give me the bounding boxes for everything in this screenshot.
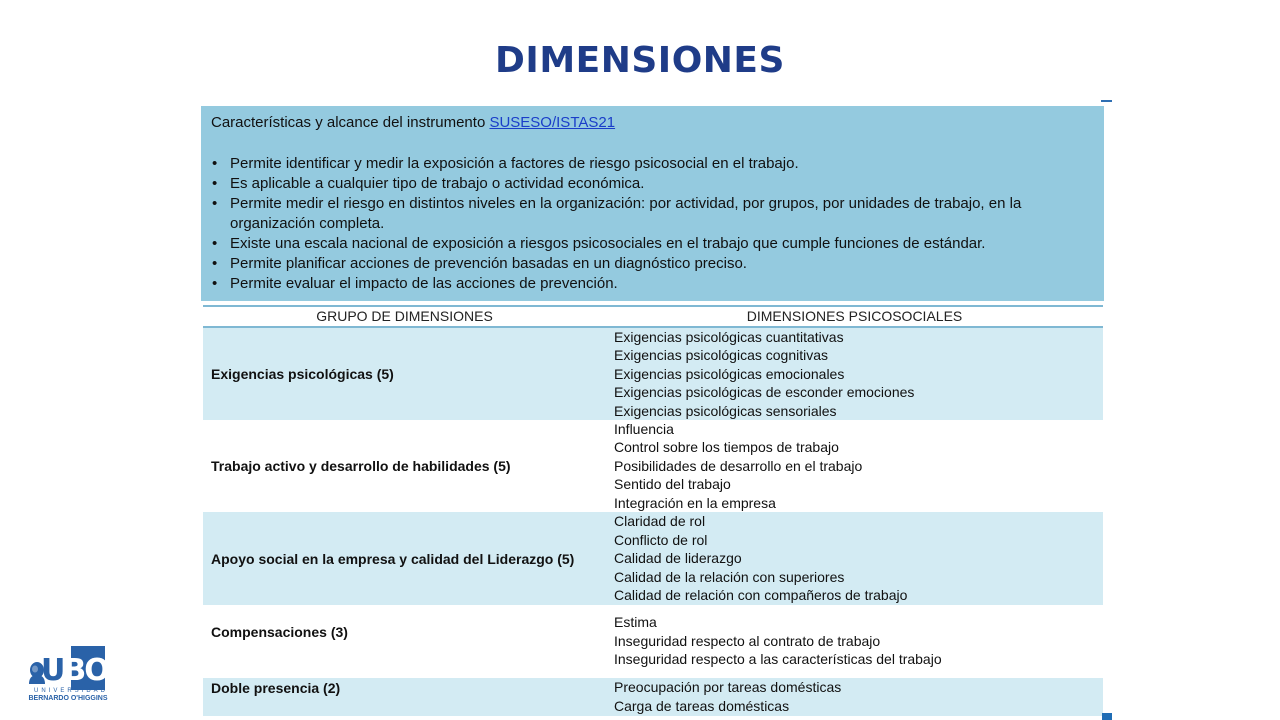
info-bullet: • Permite evaluar el impacto de las acciones de prevención. xyxy=(211,274,1094,294)
group-cell: Apoyo social en la empresa y calidad del Liderazgo (5) xyxy=(211,550,575,567)
logo-name: BERNARDO O'HIGGINS xyxy=(28,695,108,702)
slide-title: DIMENSIONES xyxy=(495,40,785,81)
dimension-item: Conflicto de rol xyxy=(614,531,708,548)
info-bullet: • Permite medir el riesgo en distintos niveles en la organización: por actividad, por grupos, por unidades de trabajo, en la organización completa. xyxy=(211,194,1094,234)
dimension-item: Influencia xyxy=(614,420,674,437)
dimension-item: Carga de tareas domésticas xyxy=(614,697,790,714)
suseso-istas21-link[interactable]: SUSESO/ISTAS21 xyxy=(489,114,616,131)
header-dimensions: DIMENSIONES PSICOSOCIALES xyxy=(746,308,963,324)
info-heading-text: Características y alcance del instrumento xyxy=(211,114,490,131)
dimensions-cell xyxy=(606,678,1103,716)
group-cell: Trabajo activo y desarrollo de habilidades (5) xyxy=(211,458,511,474)
logo-letter-u: U xyxy=(41,653,64,688)
dimensions-cell xyxy=(606,328,1103,420)
table-row xyxy=(203,512,1103,605)
dimension-item: Exigencias psicológicas cognitivas xyxy=(614,347,828,364)
dimension-item: Claridad de rol xyxy=(614,513,706,530)
info-bullet: • Permite identificar y medir la exposición a factores de riesgo psicosocial en el trabajo. xyxy=(211,154,1094,174)
dimension-item: Exigencias psicológicas de esconder emociones xyxy=(614,384,915,401)
info-bullet: • Es aplicable a cualquier tipo de trabajo o actividad económica. xyxy=(211,174,1094,194)
dimension-item: Sentido del trabajo xyxy=(614,476,731,493)
logo-subtitle: UNIVERSIDAD xyxy=(33,688,108,694)
info-bullet: • Existe una escala nacional de exposición a riesgos psicosociales en el trabajo que cumple funciones de estándar. xyxy=(211,234,1094,254)
group-cell: Doble presencia (2) xyxy=(211,680,341,696)
dimension-item: Posibilidades de desarrollo en el trabajo xyxy=(614,457,863,474)
dimension-item: Exigencias psicológicas cuantitativas xyxy=(614,328,844,345)
dimension-item: Integración en la empresa xyxy=(614,494,776,511)
dimension-item: Inseguridad respecto a las características del trabajo xyxy=(614,651,942,667)
ubo-logo xyxy=(27,646,109,704)
info-heading xyxy=(211,113,1094,133)
instrument-info-box xyxy=(201,106,1104,301)
group-cell: Compensaciones (3) xyxy=(211,624,348,640)
dimensions-cell xyxy=(606,420,1103,512)
dimension-item: Calidad de la relación con superiores xyxy=(614,568,845,585)
dimension-item: Exigencias psicológicas emocionales xyxy=(614,365,845,382)
dimension-item: Calidad de liderazgo xyxy=(614,550,742,567)
dimension-item: Estima xyxy=(614,614,657,630)
logo-letters-bo: BO xyxy=(63,653,108,688)
dimensions-cell xyxy=(606,605,1103,678)
table-row xyxy=(203,328,1103,420)
group-cell: Exigencias psicológicas (5) xyxy=(211,366,394,382)
dimension-item: Exigencias psicológicas sensoriales xyxy=(614,402,837,419)
dimension-item: Inseguridad respecto al contrato de trabajo xyxy=(614,632,881,649)
dimension-item: Control sobre los tiempos de trabajo xyxy=(614,439,839,456)
table-row xyxy=(203,420,1103,512)
info-bullet-list xyxy=(211,154,1094,294)
logo-letters xyxy=(41,653,108,688)
dimension-item: Preocupación por tareas domésticas xyxy=(614,679,842,695)
accent-mark xyxy=(1102,713,1112,720)
dimensions-table xyxy=(203,305,1103,716)
info-bullet: • Permite planificar acciones de prevención basadas en un diagnóstico preciso. xyxy=(211,254,1094,274)
table-row xyxy=(203,605,1103,678)
dimensions-cell xyxy=(606,512,1103,605)
table-row xyxy=(203,678,1103,716)
accent-rule xyxy=(1101,100,1112,102)
table-header xyxy=(203,305,1103,328)
dimension-item: Calidad de relación con compañeros de trabajo xyxy=(614,587,908,604)
header-group: GRUPO DE DIMENSIONES xyxy=(316,308,493,324)
